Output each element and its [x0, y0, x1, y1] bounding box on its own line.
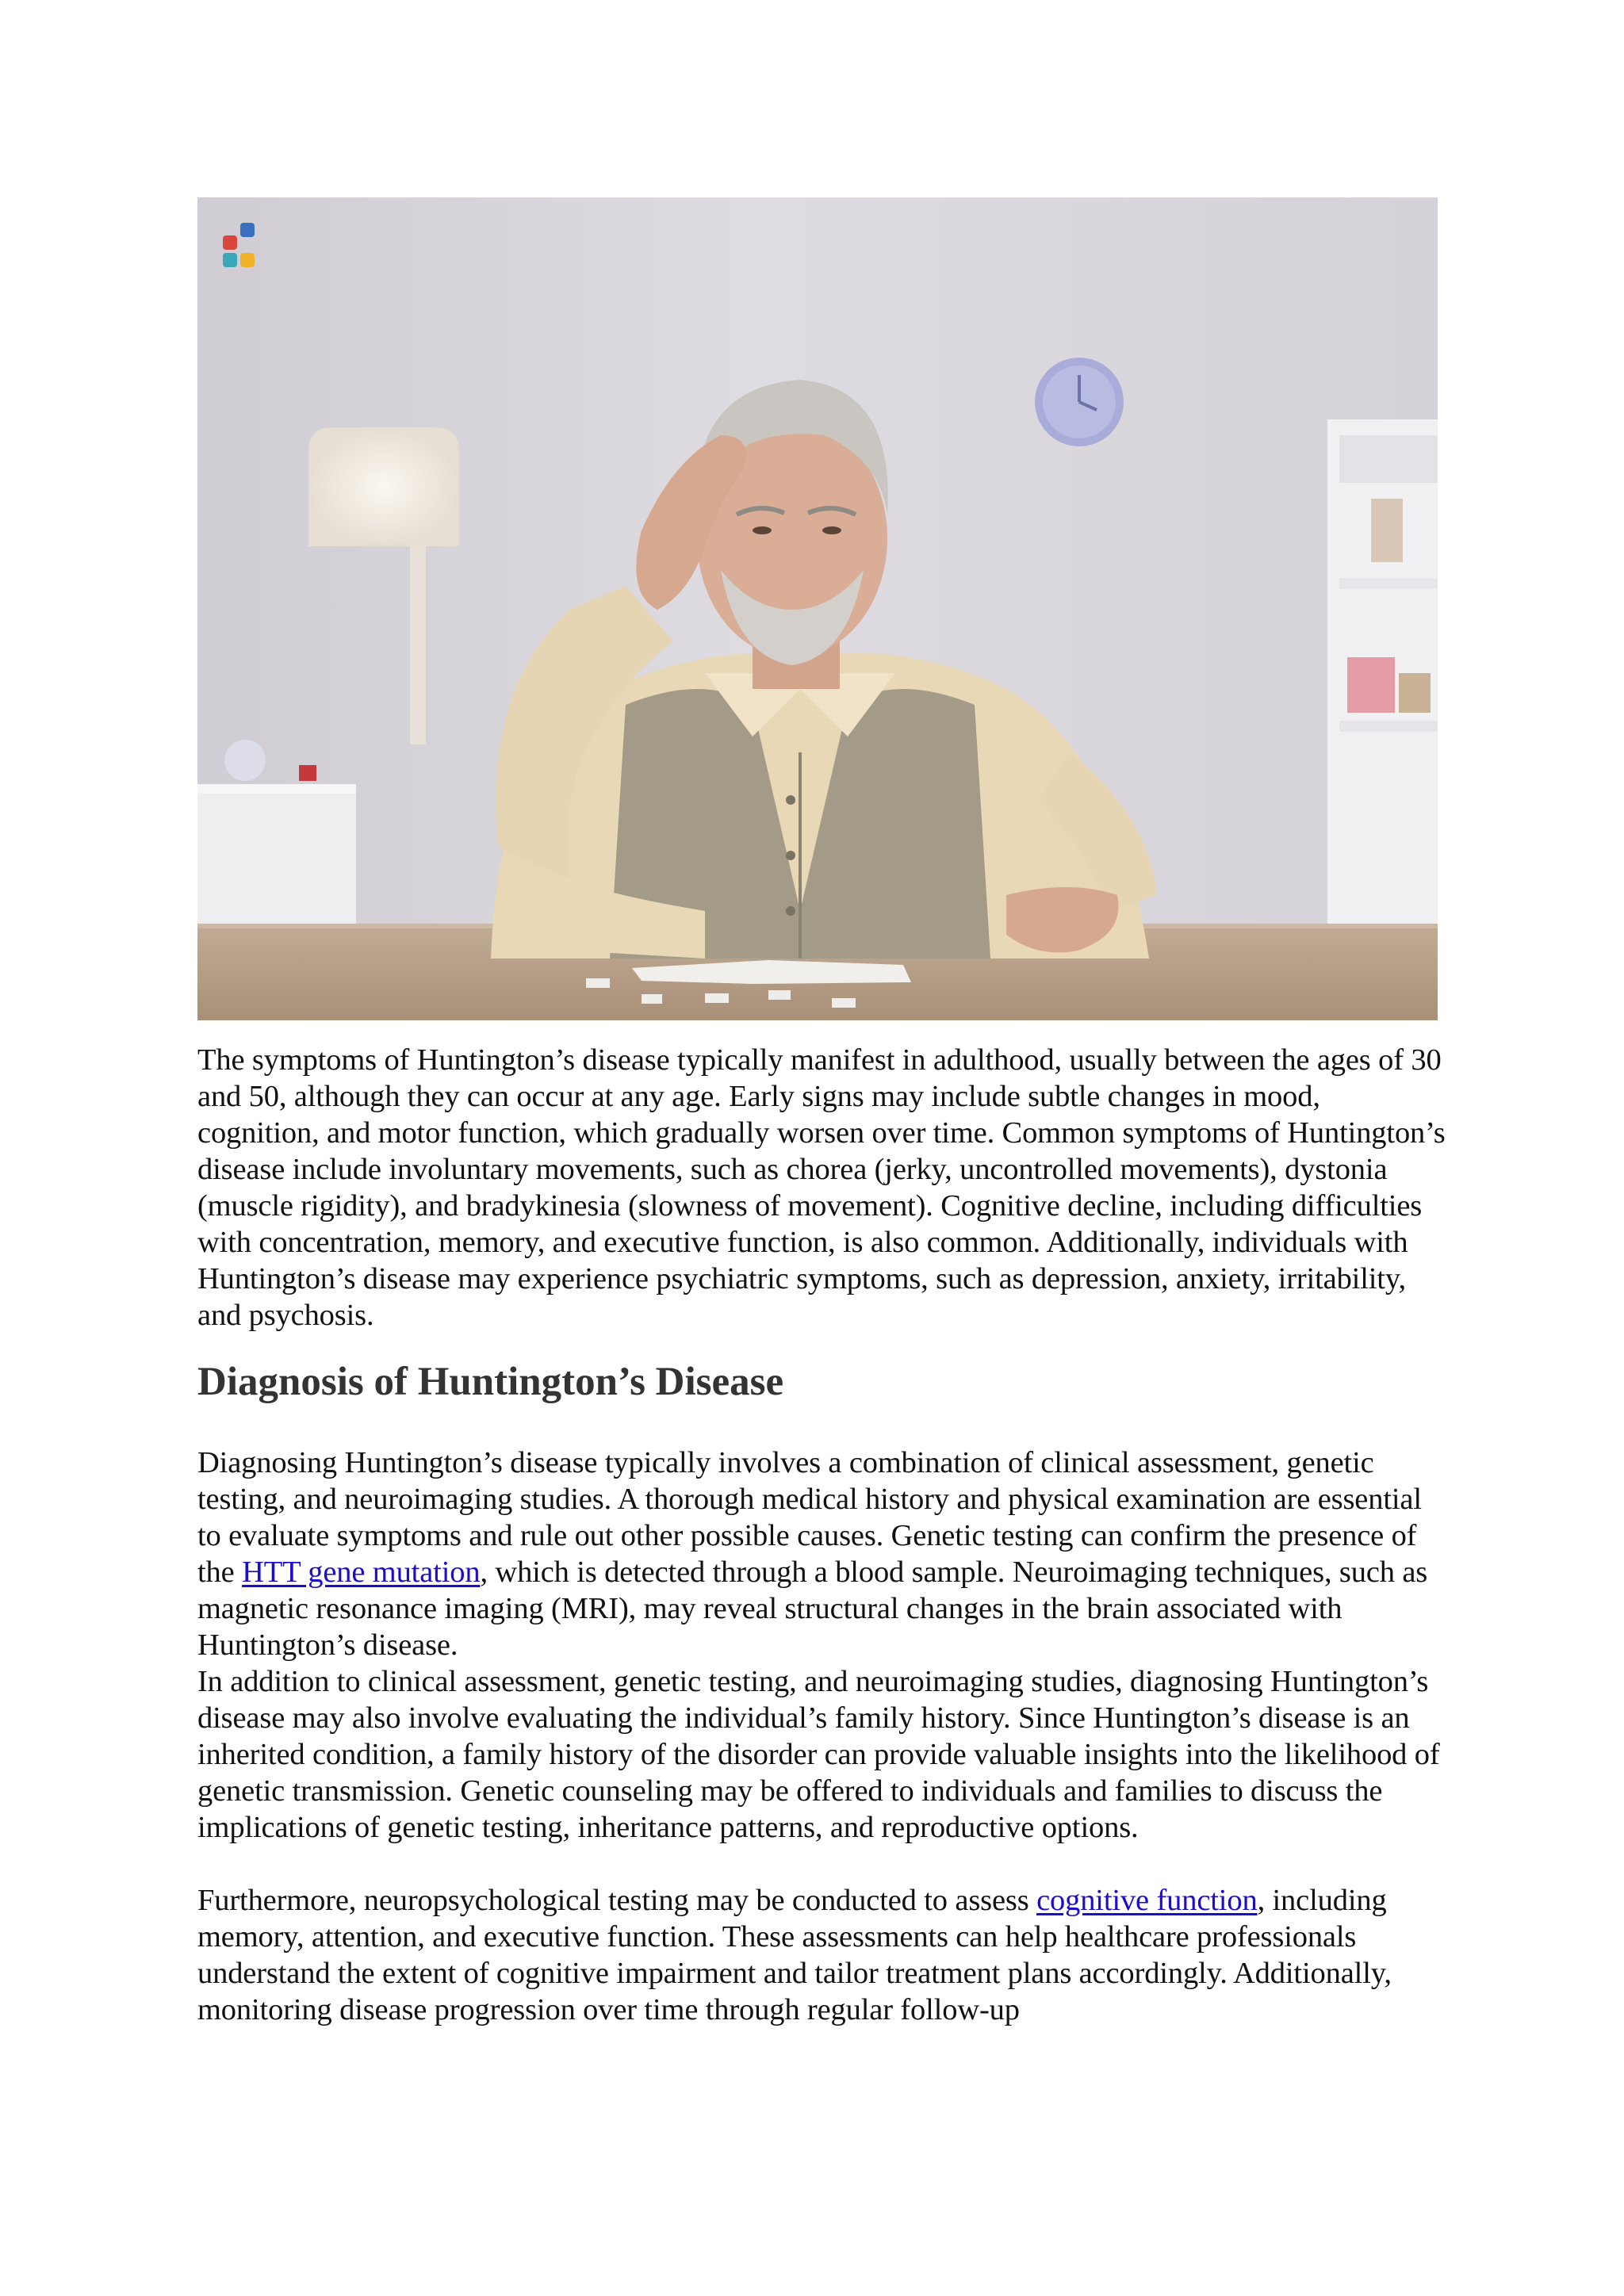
- wall-clock-illustration: [1035, 358, 1124, 446]
- article-photo: [197, 197, 1438, 1020]
- symptoms-paragraph: The symptoms of Huntington’s disease typically manifest in adulthood, usually between the ages of 30 and 50, although they can occur at any age. Early signs may include subtle changes in mood, cognition, and motor function, which gradually worsen over time. Common symptoms of Huntington’s disease include involuntary movements, such as chorea (jerky, uncontrolled movements), dystonia (muscle rigidity), and bradykinesia (slowness of movement). Cognitive decline, including difficulties with concentration, memory, and executive function, is also common. Additionally, individuals with Huntington’s disease may experience psychiatric symptoms, such as depression, anxiety, irritability, and psychosis.: [197, 1043, 1446, 1332]
- diagnosis-text-before-link: Diagnosing Huntington’s disease typically involves a combination of clinical assessment, genetic testing, and neuroimaging studies. A thorough medical history and physical examination are essential to evaluate symptoms and rule out other possible causes. Genetic testing can confirm the presence of the: [197, 1446, 1422, 1589]
- section-heading: Diagnosis of Huntington’s Disease: [197, 1360, 784, 1404]
- article-body: [197, 1042, 1446, 2028]
- diagnosis-text-after-link: , which is detected through a blood sample. Neuroimaging techniques, such as magnetic resonance imaging (MRI), may reveal structural changes in the brain associated with Huntington’s disease.: [197, 1556, 1428, 1662]
- neuropsych-text-after-link: , including memory, attention, and executive function. These assessments can help healthcare professionals understand the extent of cognitive impairment and tailor treatment plans accordingly. Additionally, monitoring disease progression over time through regular follow-up: [197, 1884, 1392, 2026]
- family-history-paragraph: In addition to clinical assessment, genetic testing, and neuroimaging studies, diagnosing Huntington’s disease may also involve evaluating the individual’s family history. Since Huntington’s disease is an inherited condition, a family history of the disorder can provide valuable insights into the likelihood of genetic transmission. Genetic counseling may be offered to individuals and families to discuss the implications of genetic testing, inheritance patterns, and reproductive options.: [197, 1665, 1440, 1844]
- neuropsych-text-before-link: Furthermore, neuropsychological testing may be conducted to assess: [197, 1884, 1037, 1917]
- neuropsych-paragraph: [197, 1882, 1446, 2028]
- cognitive-function-link[interactable]: cognitive function: [1036, 1884, 1258, 1917]
- htt-gene-mutation-link[interactable]: HTT gene mutation: [242, 1556, 481, 1589]
- diagnosis-paragraph: [197, 1445, 1446, 1663]
